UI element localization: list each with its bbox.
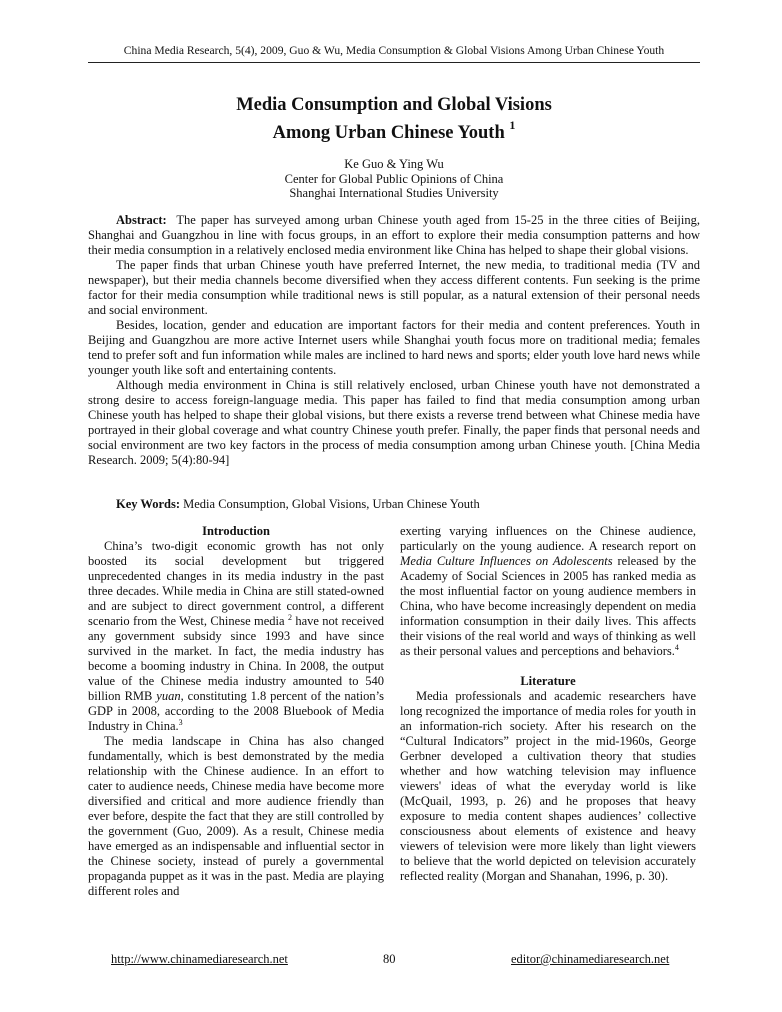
title-footnote-mark: 1 <box>509 118 516 132</box>
author-names: Ke Guo & Ying Wu <box>344 157 444 171</box>
running-head: China Media Research, 5(4), 2009, Guo & Wu, Media Consumption & Global Visions Among Urban Chinese Youth <box>123 44 665 57</box>
title-line-2 <box>88 116 700 144</box>
header-rule <box>88 62 700 63</box>
affiliation-1: Center for Global Public Opinions of China <box>284 171 504 186</box>
intro-cont-italic: Media Culture Influences on Adolescents <box>400 554 613 568</box>
footnote-ref-3: 3 <box>178 717 183 727</box>
left-column <box>88 524 384 899</box>
abstract-paragraph-3: Besides, location, gender and education are important factors for their media and content preferences. Youth in Beijing and Guangzhou are more active Internet users while Shanghai youth focus more on traditional media; females tend to prefer soft and fun information while males are inclined to hard news and sports; elder youth love hard news while younger youth like soft and entertaining contents. <box>88 318 700 377</box>
affiliation-2: Shanghai International Studies University <box>289 186 499 200</box>
intro-p1-italic: yuan <box>156 689 181 703</box>
abstract-p1-text: The paper has surveyed among urban Chinese youth aged from 15-25 in the three cities of Beijing, Shanghai and Guangzhou in line with focus groups, in an effort to explore their media consumption patterns and how their media consumption in a relatively enclosed media environment like China has helped to shape their global visions. <box>88 213 700 257</box>
literature-paragraph-1: Media professionals and academic researchers have long recognized the importance of media roles for youth in an information-rich society. After his research on the “Cultural Indicators” project in the mid-1960s, George Gerbner developed a cultivation theory that studies whether and how watching television may influence viewers' ideas of what the everyday world is like (McQuail, 1993, p. 26) and he proposes that heavy exposure to media content shapes audiences’ collective consciousness about elements of existence and heavy viewers of television were more likely than light viewers to believe that the world depicted on television accurately reflected reality (Morgan and Shanahan, 1996, p. 30). <box>400 689 696 883</box>
keywords <box>116 497 700 512</box>
intro-paragraph-1 <box>88 539 384 734</box>
footer-website-link[interactable]: http://www.chinamediaresearch.net <box>111 952 288 966</box>
abstract-label: Abstract: <box>116 213 167 227</box>
keywords-label: Key Words: <box>116 497 181 511</box>
intro-cont-part-b: released by the Academy of Social Sciences in 2005 has ranked media as the most influential factor on young audience members in China, who have become increasingly dependent on media information consumption in their daily lives. This affects their visions of the real world and ways of thinking as well as their personal values and perceptions and behaviors. <box>400 554 697 658</box>
footnote-ref-2: 2 <box>287 612 292 622</box>
title-line-2-text: Among Urban Chinese Youth <box>272 123 505 144</box>
intro-paragraph-continued <box>400 524 696 659</box>
abstract-paragraph-2: The paper finds that urban Chinese youth have preferred Internet, the new media, to traditional media (TV and newspaper), but their media channels become diversified when they access different contents. Fun seeking is the prime factor for their media consumption while traditional news is still popular, as a natural extension of their personal needs and social environment. <box>88 258 700 317</box>
intro-p1-part-a: China’s two-digit economic growth has not only boosted its social development but triggered unprecedented changes in its media industry in the past three decades. While media in China are still stated-owned and are subject to direct government control, a different scenario from the West, Chinese media <box>88 539 384 628</box>
author-block <box>88 157 700 201</box>
page-number: 80 <box>383 952 396 966</box>
abstract-paragraph-1 <box>88 213 700 258</box>
section-heading-literature: Literature <box>520 674 576 688</box>
right-column <box>400 524 696 884</box>
title-line-1: Media Consumption and Global Visions <box>236 95 552 115</box>
abstract <box>88 213 700 468</box>
footnote-ref-4: 4 <box>674 642 679 652</box>
section-heading-introduction: Introduction <box>202 524 270 538</box>
intro-p1-part-c: , constituting 1.8 percent of the nation’s GDP in 2008, according to the 2008 Bluebook of Media Industry in China. <box>88 689 384 733</box>
intro-p1-part-b: have not received any government subsidy since 1993 and have since survived in the market. In fact, the media industry has become a booming industry in China. In 2008, the output value of the Chinese media industry amounted to 540 billion RMB <box>88 614 384 703</box>
intro-cont-part-a: exerting varying influences on the Chinese audience, particularly on the young audience. A research report on <box>400 524 696 553</box>
keywords-text: Media Consumption, Global Visions, Urban Chinese Youth <box>183 497 480 511</box>
intro-paragraph-2: The media landscape in China has also changed fundamentally, which is best demonstrated by the media relationship with the Chinese audience. In an effort to cater to audience needs, Chinese media have become more diversified and critical and more audience friendly than ever before, despite the fact that they are still controlled by the government (Guo, 2009). As a result, Chinese media have emerged as an indispensable and influential sector in the Chinese society, instead of purely a governmental propaganda puppet as it was in the past. Media are playing different roles and <box>88 734 384 898</box>
paper-title <box>88 94 700 144</box>
footer-email-link[interactable]: editor@chinamediaresearch.net <box>511 952 670 966</box>
abstract-paragraph-4: Although media environment in China is still relatively enclosed, urban Chinese youth have not demonstrated a strong desire to access foreign-language media. This paper has failed to find that media consumption among urban Chinese youth has helped to shape their global visions, but there exists a reverse trend between what Chinese media have portrayed in their global coverage and what country Chinese youth prefer. Finally, the paper finds that personal needs and social environment are two key factors in the process of media consumption among urban Chinese youth. [China Media Research. 2009; 5(4):80-94] <box>88 378 700 467</box>
